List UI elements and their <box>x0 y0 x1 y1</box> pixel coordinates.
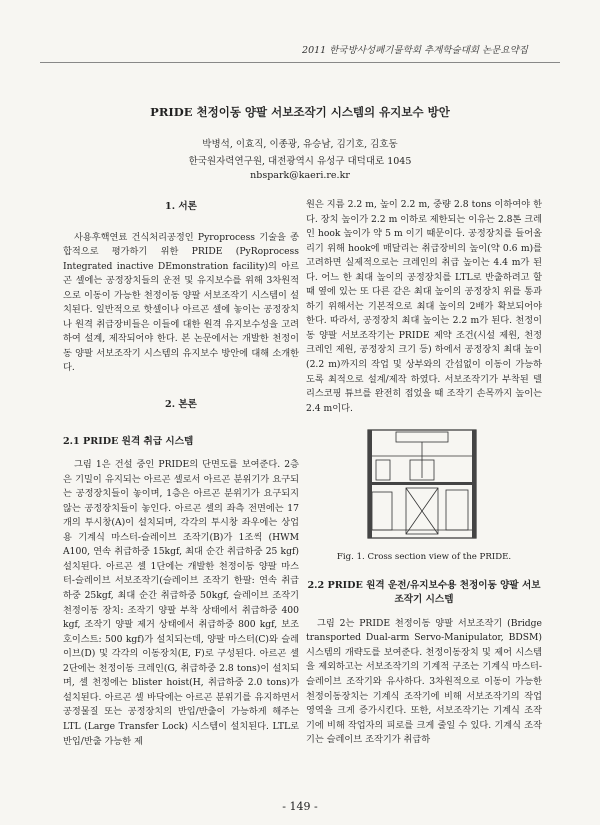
paper-affiliation: 한국원자력연구원, 대전광역시 유성구 대덕대로 1045 <box>188 156 412 167</box>
section-heading-body: 2. 본론 <box>165 399 197 411</box>
paper-email: nbspark@kaeri.re.kr <box>250 170 350 181</box>
page-number: - 149 - <box>282 800 318 813</box>
figure-1-caption: Fig. 1. Cross section view of the PRIDE. <box>336 552 512 563</box>
intro-paragraph: 사용후핵연료 건식처리공정인 Pyroprocess 기술을 종합적으로 평가하기 위한 PRIDE (PyRoprocess Integrated inactive DEmonstration facility)의 아르곤 셀에는 공정장치들의 운전 및 유지보수를 위해 3차원적으로 이동이 가능한 천정이동 양팔 서보조작기 시스템이 설치된다. 일반적으로 핫셀이나 아르곤 셀에 놓이는 공정장치나 원격 취급장비들은 이들에 대한 원격 유지보수성을 고려하여 설계, 제작되어야 한다. 본 논문에서는 개발한 천정이동 양팔 서보조작기 시스템의 유지보수 방안에 대해 소개한다. <box>63 231 299 374</box>
cross-section-drawing <box>306 426 542 544</box>
left-column <box>63 200 299 749</box>
figure-1-cross-section <box>306 426 542 544</box>
subsection-heading-2-2: 2.2 PRIDE 원격 운전/유지보수용 천정이동 양팔 서보조작기 시스템 <box>307 579 541 606</box>
section-heading-intro: 1. 서론 <box>165 201 197 212</box>
journal-header: 2011 한국방사성폐기물학회 추계학술대회 논문요약집 <box>302 45 528 56</box>
subsection-heading-2-1: 2.1 PRIDE 원격 취급 시스템 <box>63 435 194 447</box>
right-column <box>306 198 542 748</box>
section-2-2-paragraph: 그림 2는 PRIDE 천정이동 양팔 서보조작기 (Bridge transported Dual-arm Servo-Manipulator, BDSM) 시스템의 개략도를 보여준다. 천정이동장치 및 제어 시스템을 제외하고는 서보조작기의 기계적 구조는 기계식 마스터-슬레이브 조작기와 유사하다. 3차원적으로 이동이 가능한 천정이동장치는 기계식 조작기에 비해 서보조작기의 작업영역을 크게 증가시킨다. 또한, 서보조작기는 기계식 조작기에 비해 작업자의 피로를 크게 줄일 수 있다. 기계식 조작기는 슬레이브 조작기가 취급하 <box>306 617 542 746</box>
header-rule <box>40 62 560 63</box>
section-2-1-paragraph: 그림 1은 건설 중인 PRIDE의 단면도를 보여준다. 2층은 기밀이 유지되는 아르곤 셀로서 아르곤 분위기가 요구되는 공정장치들이 놓이며, 1층은 아르곤 분위기가 요구되지 않는 공정장치들이 놓인다. 아르곤 셀의 좌측 전면에는 17개의 투시창(A)이 설치되며, 각각의 투시창 좌우에는 상업용 기계식 마스터-슬레이브 조작기(B)가 1조씩 (HWM A100, 연속 취급하중 15kgf, 최대 순간 취급하중 25 kgf) 설치된다. 아르곤 셀 1단에는 개발한 천정이동 양팔 마스터-슬레이브 서보조작기(슬레이브 조작기 한팔: 연속 취급하중 25kgf, 최대 순간 취급하중 50kgf, 슬레이브 조작기 천정이동 장치: 조작기 양팔 부착 상태에서 취급하중 400 kgf, 조작기 양팔 제거 상태에서 취급하중 800 kgf, 보조 호이스트: 500 kgf)가 설치되는데, 양팔 마스터(C)와 슬레이브(D) 및 각각의 이동장치(E, F)로 구성된다. 아르곤 셀 2단에는 천정이동 크레인(G, 취급하중 2.8 tons)이 설치되며, 셀 천정에는 blister hoist(H, 취급하중 2.0 tons)가 설치된다. 아르곤 셀 바닥에는 아르곤 분위기를 유지하면서 공정물질 또는 공정장치의 반입/반출이 가능하게 해주는 LTL (Large Transfer Lock) 시스템이 설치된다. LTL로 반입/반출 가능한 제 <box>63 459 299 747</box>
paper-authors: 박병석, 이효직, 이종광, 유승남, 김기호, 김호동 <box>202 139 398 150</box>
paper-title: PRIDE 천정이동 양팔 서보조작기 시스템의 유지보수 방안 <box>150 105 450 119</box>
section-2-1-paragraph-continued: 원은 지름 2.2 m, 높이 2.2 m, 중량 2.8 tons 이하여야 한다. 장치 높이가 2.2 m 이하로 제한되는 이유는 2.8톤 크레인 hook 높이가 약 5 m 이기 때문이다. 공정장치를 들어올리기 위해 hook에 매달리는 취급장비의 높이(약 0.6 m)를 고려하면 실제적으로는 크레인의 취급 높이는 4.4 m가 된다. 어느 한 최대 높이의 공정장치를 LTL로 반출하려고 할 때 옆에 있는 또 다른 같은 최대 높이의 공정장치 위를 통과하기 위해서는 기본적으로 최대 높이의 2배가 확보되어야 한다. 따라서, 공정장치 최대 높이는 2.2 m가 된다. 천정이동 양팔 서보조작기는 PRIDE 제약 조건(시설 제원, 천정 크레인 제원, 공정장치 크기 등) 하에서 공정장치 최대 높이(2.2 m)까지의 작업 및 상부와의 간섭없이 이동이 가능하도록 최적으로 설계/제작 하였다. 서보조작기가 부착된 텔리스코핑 튜브를 완전히 접었을 때 조작기 손목까지 높이는 2.4 m이다. <box>306 199 542 414</box>
